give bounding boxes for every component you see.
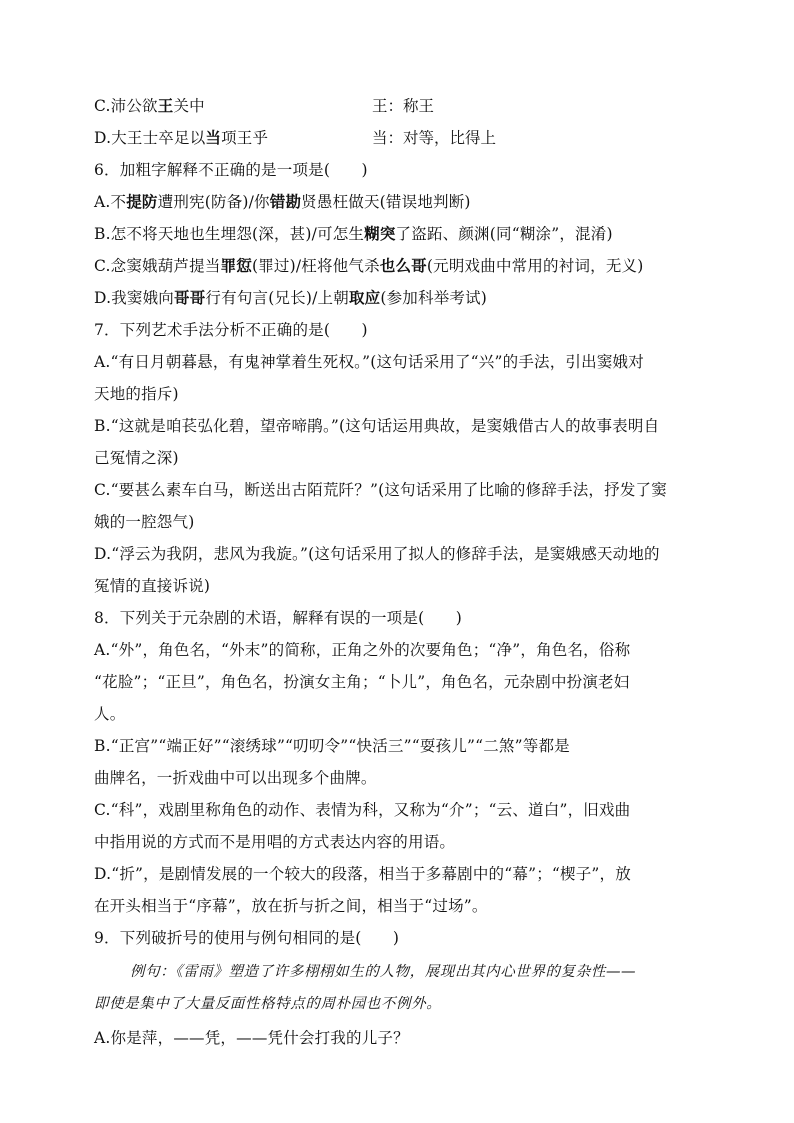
q8-option-d: D.“折”，是剧情发展的一个较大的段落，相当于多幕剧中的“幕”；“楔子”，放: [94, 865, 631, 883]
q9-option-a: A.你是萍，——凭，——凭什会打我的儿子？: [94, 1029, 409, 1047]
bold-word: 提防: [126, 192, 158, 211]
q8-option-c: C.“科”，戏剧里称角色的动作、表情为科，又称为“介”；“云、道白”，旧戏曲: [94, 801, 631, 819]
text-segment: 行有句言(兄长)/上朝: [205, 289, 349, 307]
q7-option-a-cont: 天地的指斥): [94, 385, 179, 403]
q6-option-c: [94, 256, 704, 276]
q7-option-c-cont: 娥的一腔怨气): [94, 513, 195, 531]
q8-option-a-cont2: 人。: [94, 705, 126, 723]
bold-word: 也么哥: [379, 256, 427, 275]
q9-example-cont: 即使是集中了大量反面性格特点的周朴园也不例外。: [94, 996, 442, 1012]
q9-example: 例句：《雷雨》塑造了许多栩栩如生的人物，展现出其内心世界的复杂性——: [130, 964, 637, 980]
text-segment: 了盗跖、颜渊(同“糊涂”，混淆): [395, 225, 613, 243]
text-segment: 关中: [173, 97, 205, 115]
text-segment: B.怎不将天地也生埋怨(深，甚)/可怎生: [94, 225, 365, 243]
q8-option-a-cont: “花脸”；“正旦”，角色名，扮演女主角；“卜儿”，角色名，元杂剧中扮演老妇: [94, 673, 630, 691]
bold-char: 王: [157, 96, 174, 115]
answer-d: 当：对等，比得上: [372, 129, 497, 147]
bold-word: 哥哥: [174, 288, 206, 307]
q6-option-d: [94, 288, 704, 308]
q7-option-b-cont: 己冤情之深): [94, 449, 179, 467]
q8-option-b-cont: 曲牌名，一折戏曲中可以出现多个曲牌。: [94, 769, 377, 787]
bold-word: 错勘: [269, 192, 302, 211]
q6-option-a: [94, 192, 704, 212]
q8-option-d-cont: 在开头相当于“序幕”，放在折与折之间，相当于“过场”。: [94, 897, 488, 915]
bold-word: 罪愆: [220, 256, 252, 275]
text-segment: D.我窦娥向: [94, 289, 175, 307]
question-7: 7．下列艺术手法分析不正确的是( ): [94, 321, 368, 339]
q7-option-b: B.“这就是咱苌弘化碧，望帝啼鹃。”(这句话运用典故，是窦娥借古人的故事表明自: [94, 417, 660, 435]
bold-word: 取应: [348, 288, 381, 307]
text-segment: (罪过)/枉将他气杀: [251, 257, 380, 275]
text-segment: 项王乎: [221, 129, 269, 147]
text-segment: 遭刑宪(防备)/你: [157, 193, 270, 211]
q8-option-c-cont: 中指用说的方式而不是用唱的方式表达内容的用语。: [94, 833, 456, 851]
text-segment: D.大王士卒足以: [94, 129, 206, 147]
text-segment: 贤愚枉做天(错误地判断): [301, 193, 471, 211]
bold-word: 糊突: [364, 224, 396, 243]
question-6: 6．加粗字解释不正确的是一项是( ): [94, 161, 368, 179]
question-9: 9．下列破折号的使用与例句相同的是( ): [94, 929, 400, 947]
q7-option-a: A.“有日月朝暮悬，有鬼神掌着生死权。”(这句话采用了“兴”的手法，引出窦娥对: [94, 353, 644, 371]
q8-option-b: B.“正宫”“端正好”“滚绣球”“叨叨令”“快活三”“耍孩儿”“二煞”等都是: [94, 737, 570, 755]
q8-option-a: A.“外”，角色名，“外末”的简称，正角之外的次要角色；“净”，角色名，俗称: [94, 641, 631, 659]
text-segment: C.沛公欲: [94, 97, 158, 115]
text-segment: (元明戏曲中常用的衬词，无义): [426, 257, 644, 275]
text-segment: A.不: [94, 193, 127, 211]
q7-option-d: D.“浮云为我阴，悲风为我旋。”(这句话采用了拟人的修辞手法，是窦娥感天动地的: [94, 545, 660, 563]
q6-option-b: [94, 224, 704, 244]
text-segment: C.念窦娥葫芦提当: [94, 257, 221, 275]
q7-option-c: C.“要甚么素车白马，断送出古陌荒阡？”(这句话采用了比喻的修辞手法，抒发了窦: [94, 481, 667, 499]
text-segment: (参加科举考试): [380, 289, 488, 307]
bold-char: 当: [205, 128, 222, 147]
q7-option-d-cont: 冤情的直接诉说): [94, 577, 211, 595]
answer-c: 王：称王: [372, 97, 435, 115]
question-8: 8．下列关于元杂剧的术语，解释有误的一项是( ): [94, 609, 462, 627]
